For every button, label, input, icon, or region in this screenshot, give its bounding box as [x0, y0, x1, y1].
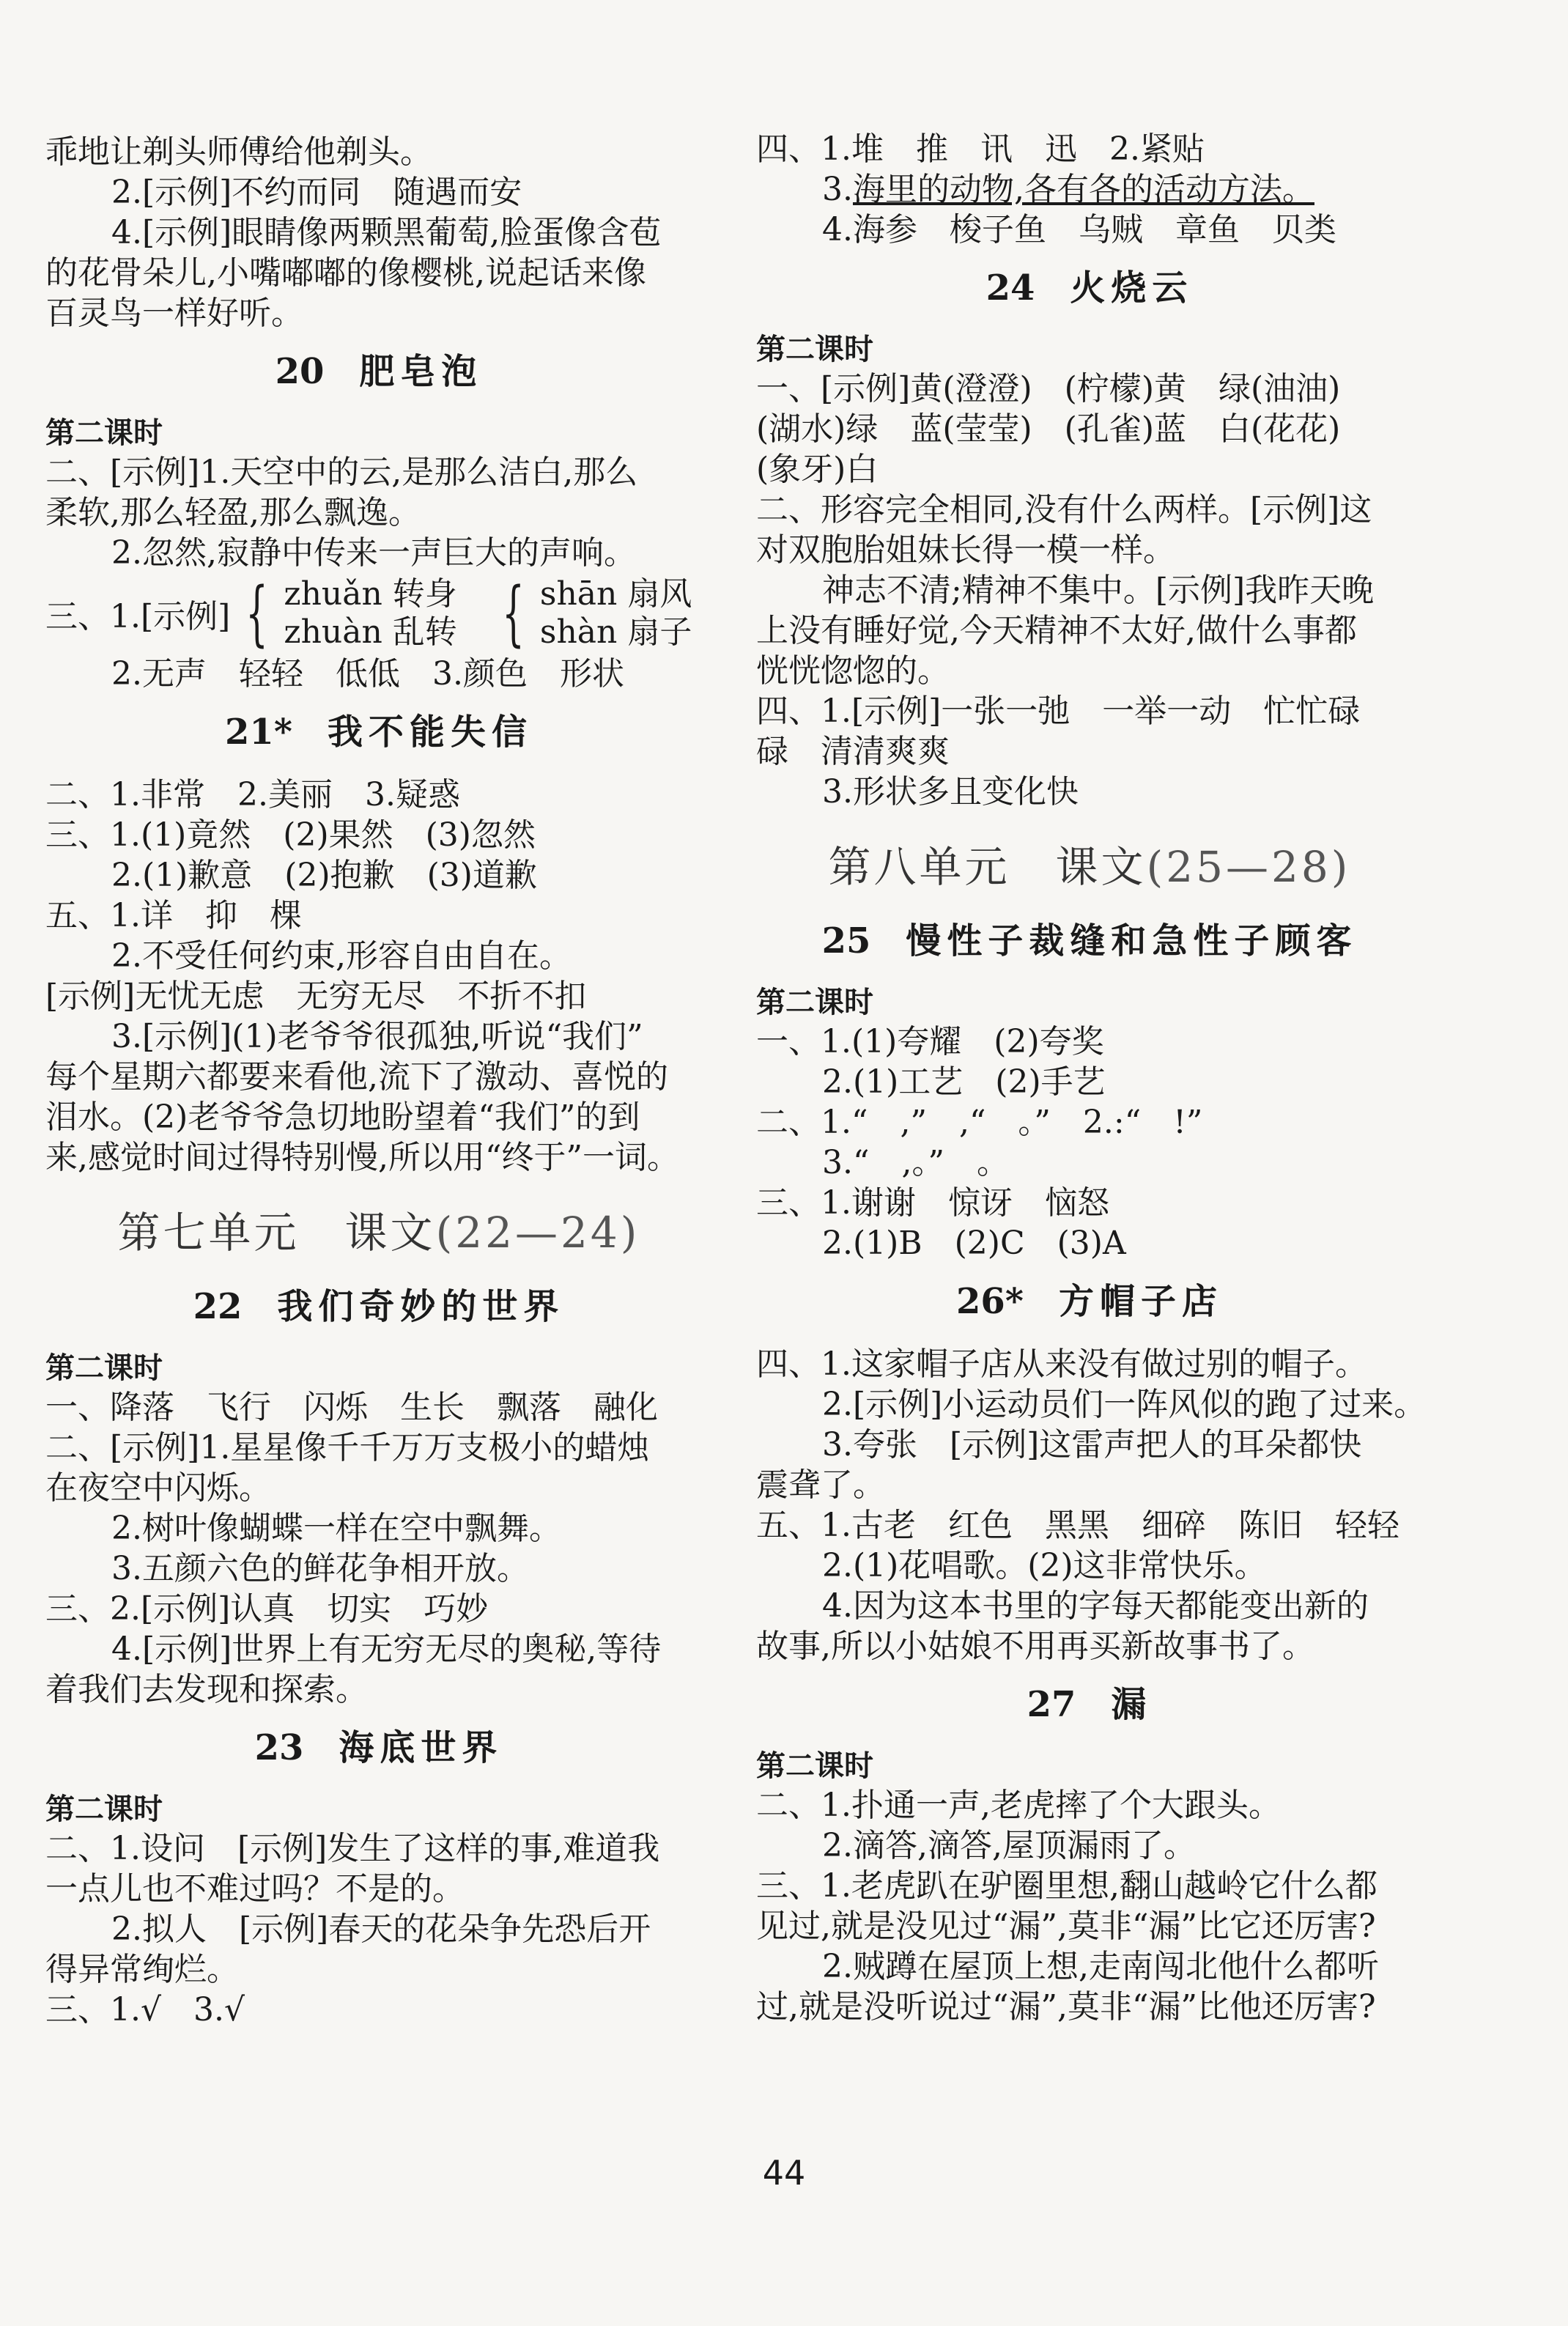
unit-heading: [756, 841, 1423, 893]
answer-line: 每个星期六都要来看他,流下了激动、喜悦的: [45, 1058, 668, 1096]
lesson-title: [756, 266, 1423, 310]
answer-line: 四、1.这家帽子店从来没有做过别的帽子。: [756, 1345, 1367, 1383]
underlined-answer: 海里的动物,各有各的活动方法。: [852, 171, 1314, 208]
answer-line: 二、1.非常 2.美丽 3.疑惑: [45, 776, 460, 813]
answer-line: 二、[示例]1.星星像千千万万支极小的蜡烛: [45, 1429, 650, 1466]
answer-line: 一、1.(1)夸耀 (2)夸奖: [756, 1023, 1104, 1060]
lesson-name: 方帽子店: [1058, 1281, 1223, 1322]
answer-line: 二、[示例]1.天空中的云,是那么洁白,那么: [45, 454, 638, 491]
lesson-name: 我们奇妙的世界: [277, 1286, 565, 1327]
answer-line: 五、1.古老 红色 黑黑 细碎 陈旧 轻轻: [756, 1507, 1399, 1544]
session-heading: 第二课时: [45, 416, 163, 450]
answer-line: 3.五颜六色的鲜花争相开放。: [111, 1550, 529, 1587]
answer-line: 柔软,那么轻盈,那么飘逸。: [45, 494, 421, 531]
lesson-title: [45, 710, 712, 754]
answer-line: 上没有睡好觉,今天精神不太好,做什么事都: [756, 612, 1357, 649]
answer-line: 的花骨朵儿,小嘴嘟嘟的像樱桃,说起话来像: [45, 254, 646, 292]
answer-line: 2.贼蹲在屋顶上想,走南闯北他什么都听: [822, 1948, 1379, 1985]
answer-line: 一、降落 飞行 闪烁 生长 飘落 融化: [45, 1389, 658, 1426]
answer-line: 三、1.老虎趴在驴圈里想,翻山越岭它什么都: [756, 1867, 1377, 1905]
polyphone-answer: [45, 573, 712, 654]
session-heading: 第二课时: [45, 1351, 163, 1385]
answer-line: 2.树叶像蝴蝶一样在空中飘舞。: [111, 1510, 561, 1547]
answer-line: 五、1.详 抑 棵: [45, 897, 302, 934]
answer-line: 三、1.√ 3.√: [45, 1991, 245, 2028]
pinyin-group-1: [284, 575, 456, 651]
answer-line: 二、1.扑通一声,老虎摔了个大跟头。: [756, 1787, 1281, 1824]
lesson-number: 26*: [956, 1281, 1024, 1322]
item-lead: 三、1.[示例]: [45, 598, 231, 635]
answer-line: 震聋了。: [756, 1466, 885, 1504]
lesson-name: 肥皂泡: [359, 351, 483, 392]
answer-line: 一、[示例]黄(澄澄) (柠檬)黄 绿(油油): [756, 370, 1341, 407]
lesson-number: 22: [193, 1286, 243, 1327]
answer-line: 2.不受任何约束,形容自由自在。: [111, 937, 572, 975]
unit-range: (25—28): [1146, 842, 1351, 892]
answer-line: 4.[示例]眼睛像两颗黑葡萄,脸蛋像含苞: [111, 214, 662, 251]
unit-heading: [45, 1207, 712, 1258]
lesson-number: 20: [275, 351, 325, 392]
lesson-title: [45, 350, 712, 394]
answer-line: 2.滴答,滴答,屋顶漏雨了。: [822, 1827, 1196, 1864]
brace-mark: {: [245, 572, 269, 654]
answer-line: 三、1.(1)竟然 (2)果然 (3)忽然: [45, 816, 536, 854]
lesson-title: [756, 1683, 1423, 1727]
right-column: [756, 129, 1427, 2027]
answer-line: 四、1.[示例]一张一弛 一举一动 忙忙碌: [756, 693, 1361, 730]
answer-line: 神志不清;精神不集中。[示例]我昨天晚: [822, 572, 1375, 609]
lesson-title: [756, 1280, 1423, 1323]
lesson-title: [756, 919, 1423, 963]
answer-line: 二、1.“ ,” ,“ 。” 2.:“ !”: [756, 1104, 1203, 1141]
lesson-number: 24: [985, 267, 1035, 309]
answer-line: [756, 169, 1423, 210]
answer-line: 对双胞胎姐妹长得一模一样。: [756, 531, 1175, 569]
answer-line: 着我们去发现和探索。: [45, 1671, 368, 1708]
answer-line: (象牙)白: [756, 451, 879, 488]
answer-line: 二、1.设问 [示例]发生了这样的事,难道我: [45, 1830, 660, 1867]
lesson-name: 慢性子裁缝和急性子顾客: [906, 920, 1358, 961]
lesson-name: 火烧云: [1070, 267, 1194, 309]
lesson-number: 21*: [225, 712, 292, 753]
answer-line: 3.夸张 [示例]这雷声把人的耳朵都快: [822, 1426, 1362, 1463]
lesson-number: 23: [254, 1727, 304, 1768]
answer-line: 见过,就是没见过“漏”,莫非“漏”比它还厉害?: [756, 1908, 1376, 1945]
answer-line: 三、2.[示例]认真 切实 巧妙: [45, 1590, 489, 1628]
answer-line: 碌 清清爽爽: [756, 733, 950, 770]
answer-line: 2.[示例]不约而同 随遇而安: [111, 174, 522, 211]
answer-line: 百灵鸟一样好听。: [45, 295, 303, 332]
answer-line: 2.无声 轻轻 低低 3.颜色 形状: [111, 655, 624, 693]
answer-line: 4.[示例]世界上有无穷无尽的奥秘,等待: [111, 1631, 662, 1668]
answer-line: 三、1.谢谢 惊讶 恼怒: [756, 1184, 1109, 1222]
lesson-number: 25: [821, 920, 871, 961]
lesson-name: 漏: [1111, 1684, 1153, 1725]
left-column: [45, 132, 712, 2030]
answer-line: 2.(1)歉意 (2)抱歉 (3)道歉: [111, 857, 537, 894]
answer-line: 四、1.堆 推 讯 迅 2.紧贴: [756, 130, 1205, 168]
answer-line: 3.[示例](1)老爷爷很孤独,听说“我们”: [111, 1018, 643, 1055]
pinyin-word: shān 扇风: [539, 575, 692, 613]
answer-line: 2.忽然,寂静中传来一声巨大的声响。: [111, 534, 636, 572]
answer-line: 恍恍惚惚的。: [756, 652, 950, 690]
answer-line: (湖水)绿 蓝(莹莹) (孔雀)蓝 白(花花): [756, 410, 1341, 448]
answer-line: 2.(1)B (2)C (3)A: [822, 1225, 1126, 1262]
unit-name: 第八单元 课文: [828, 842, 1147, 892]
lesson-name: 海底世界: [339, 1727, 503, 1768]
answer-line: 4.海参 梭子鱼 乌贼 章鱼 贝类: [822, 211, 1336, 248]
pinyin-group-2: [540, 575, 692, 651]
answer-line: 2.(1)工艺 (2)手艺: [822, 1063, 1106, 1101]
answer-line: 在夜空中闪烁。: [45, 1469, 271, 1507]
lesson-number: 27: [1027, 1684, 1076, 1725]
brace-mark: {: [502, 572, 525, 654]
answer-line: 来,感觉时间过得特别慢,所以用“终于”一词。: [45, 1139, 679, 1176]
answer-line: 乖地让剃头师傅给他剃头。: [45, 133, 432, 171]
lesson-title: [45, 1726, 712, 1770]
answer-line: 故事,所以小姑娘不用再买新故事书了。: [756, 1628, 1314, 1665]
answer-line: 3.“ ,。” 。: [822, 1144, 1009, 1181]
answer-line: 一点儿也不难过吗？不是的。: [45, 1870, 465, 1908]
session-heading: 第二课时: [756, 1749, 873, 1783]
pinyin-word: zhuàn 乱转: [284, 613, 457, 651]
session-heading: 第二课时: [45, 1792, 163, 1826]
answer-line: 得异常绚烂。: [45, 1951, 239, 1988]
answer-line: 4.因为这本书里的字每天都能变出新的: [822, 1587, 1369, 1625]
pinyin-word: zhuǎn 转身: [284, 575, 457, 613]
answer-line: 泪水。(2)老爷爷急切地盼望着“我们”的到: [45, 1099, 640, 1136]
lesson-name: 我不能失信: [327, 712, 533, 753]
answer-line: [示例]无忧无虑 无穷无尽 不折不扣: [45, 978, 587, 1015]
pinyin-word: shàn 扇子: [539, 613, 692, 651]
answer-line: 2.[示例]小运动员们一阵风似的跑了过来。: [822, 1386, 1427, 1423]
unit-name: 第七单元 课文: [117, 1208, 436, 1258]
answer-line: 3.形状多且变化快: [822, 773, 1079, 811]
session-heading: 第二课时: [756, 985, 873, 1019]
answer-line: 2.(1)花唱歌。(2)这非常快乐。: [822, 1547, 1267, 1584]
answer-line: 2.拟人 [示例]春天的花朵争先恐后开: [111, 1910, 651, 1948]
answer-line: 二、形容完全相同,没有什么两样。[示例]这: [756, 491, 1372, 528]
page-number: 44: [762, 2153, 806, 2193]
answer-line: 过,就是没听说过“漏”,莫非“漏”比他还厉害?: [756, 1988, 1376, 2026]
lesson-title: [45, 1285, 712, 1329]
unit-range: (22—24): [435, 1208, 640, 1258]
item-number: 3.: [822, 171, 853, 208]
session-heading: 第二课时: [756, 332, 873, 366]
